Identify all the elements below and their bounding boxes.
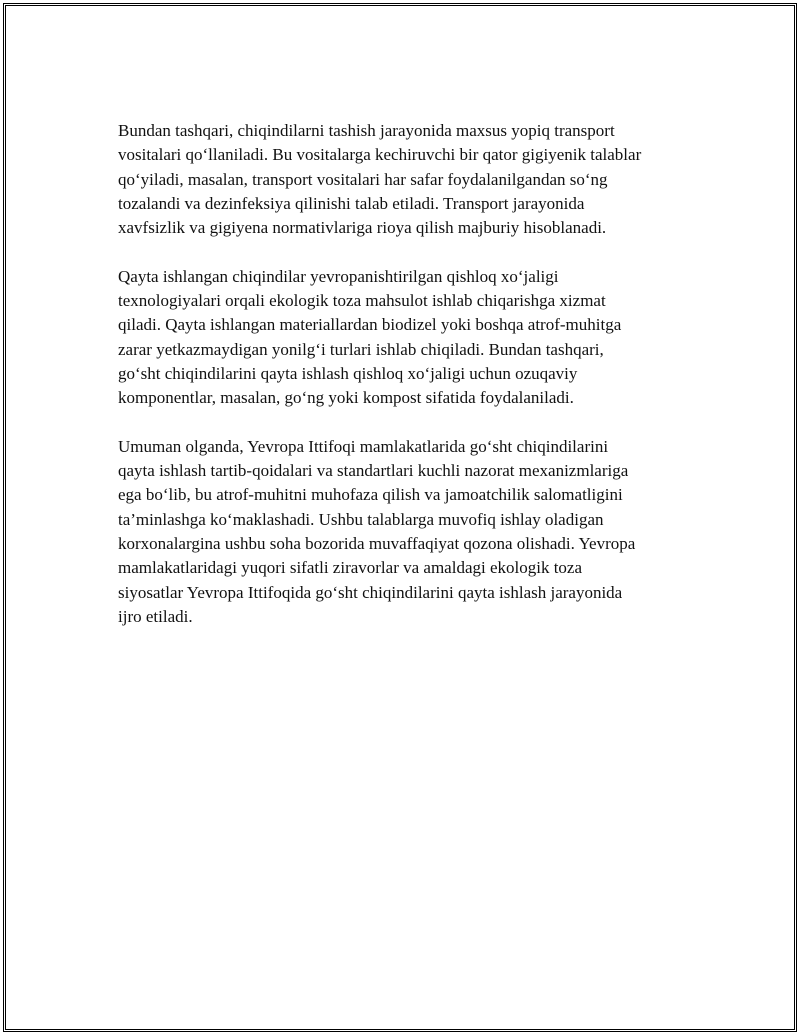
document-body [118, 119, 698, 654]
text-line: qiladi. Qayta ishlangan materiallardan biodizel yoki boshqa atrof-muhitga [118, 315, 622, 335]
text-line: Qayta ishlangan chiqindilar yevropanishtirilgan qishloq xo‘jaligi [118, 266, 559, 286]
paragraph-processing [118, 265, 698, 411]
text-line: ijro etiladi. [118, 606, 193, 626]
text-line: go‘sht chiqindilarini qayta ishlash qishloq xo‘jaligi uchun ozuqaviy [118, 363, 578, 383]
text-line: ta’minlashga ko‘maklashadi. Ushbu talablarga muvofiq ishlay oladigan [118, 509, 604, 529]
text-line: zarar yetkazmaydigan yonilg‘i turlari ishlab chiqiladi. Bundan tashqari, [118, 339, 604, 359]
text-line: korxonalargina ushbu soha bozorida muvaffaqiyat qozona olishadi. Yevropa [118, 534, 636, 554]
text-line: qo‘yiladi, masalan, transport vositalari har safar foydalanilgandan so‘ng [118, 169, 608, 189]
text-line: mamlakatlaridagi yuqori sifatli ziravorlar va amaldagi ekologik toza [118, 558, 583, 578]
text-line: vositalari qo‘llaniladi. Bu vositalarga kechiruvchi bir qator gigiyenik talablar [118, 145, 642, 165]
paragraph-conclusion [118, 435, 698, 629]
text-line: siyosatlar Yevropa Ittifoqida go‘sht chiqindilarini qayta ishlash jarayonida [118, 582, 623, 602]
text-line: Umuman olganda, Yevropa Ittifoqi mamlakatlarida go‘sht chiqindilarini [118, 436, 609, 456]
text-line: komponentlar, masalan, go‘ng yoki kompost sifatida foydalaniladi. [118, 388, 574, 408]
text-line: texnologiyalari orqali ekologik toza mahsulot ishlab chiqarishga xizmat [118, 291, 606, 311]
text-line: tozalandi va dezinfeksiya qilinishi talab etiladi. Transport jarayonida [118, 193, 585, 213]
text-line: xavfsizlik va gigiyena normativlariga rioya qilish majburiy hisoblanadi. [118, 218, 607, 238]
text-line: qayta ishlash tartib-qoidalari va standartlari kuchli nazorat mexanizmlariga [118, 461, 629, 481]
text-line: ega bo‘lib, bu atrof-muhitni muhofaza qilish va jamoatchilik salomatligini [118, 485, 623, 505]
text-line: Bundan tashqari, chiqindilarni tashish jarayonida maxsus yopiq transport [118, 121, 615, 140]
paragraph-transport [118, 119, 698, 240]
